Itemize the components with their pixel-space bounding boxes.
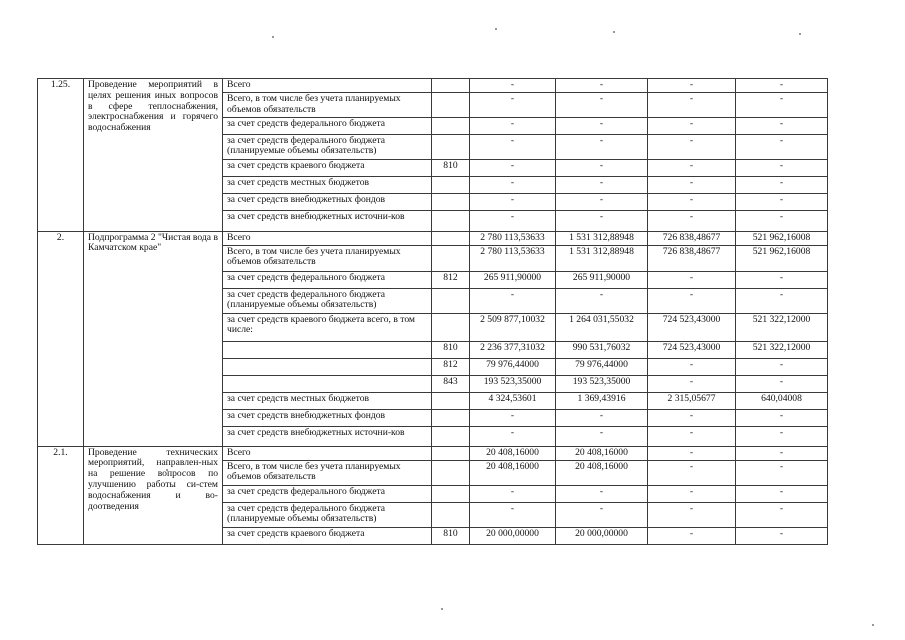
budget-code — [432, 409, 470, 426]
amount-cell: - — [736, 288, 828, 313]
amount-cell: - — [470, 193, 556, 210]
funding-source: за счет средств краевого бюджета всего, в том числе: — [223, 313, 432, 341]
amount-cell: 521 962,16008 — [736, 231, 828, 245]
amount-cell: - — [736, 460, 828, 485]
funding-source: за счет средств внебюджетных источни-ков — [223, 210, 432, 231]
funding-source: Всего — [223, 79, 432, 93]
funding-source — [223, 375, 432, 392]
funding-source: за счет средств федерального бюджета (планируемые объемы обязательств) — [223, 502, 432, 527]
amount-cell: - — [648, 210, 736, 231]
amount-cell: - — [556, 93, 648, 118]
item-name: Подпрограмма 2 "Чистая вода в Камчатском крае" — [84, 231, 223, 446]
amount-cell: - — [470, 426, 556, 446]
amount-cell: - — [470, 502, 556, 527]
amount-cell: - — [556, 485, 648, 502]
amount-cell: 990 531,76032 — [556, 341, 648, 358]
amount-cell: 265 911,90000 — [470, 271, 556, 288]
amount-cell: - — [470, 210, 556, 231]
amount-cell: 20 000,00000 — [470, 527, 556, 544]
table-row — [38, 79, 828, 93]
amount-cell: 2 780 113,53633 — [470, 231, 556, 245]
amount-cell: - — [736, 358, 828, 375]
funding-source: за счет средств внебюджетных источни-ков — [223, 426, 432, 446]
amount-cell: - — [648, 159, 736, 176]
amount-cell: - — [648, 193, 736, 210]
amount-cell: - — [556, 159, 648, 176]
amount-cell: 2 315,05677 — [648, 392, 736, 409]
amount-cell: - — [556, 134, 648, 159]
amount-cell: - — [736, 117, 828, 134]
amount-cell: - — [556, 176, 648, 193]
amount-cell: 20 408,16000 — [470, 460, 556, 485]
amount-cell: - — [648, 502, 736, 527]
amount-cell: - — [648, 358, 736, 375]
table-row — [38, 231, 828, 245]
amount-cell: 1 264 031,55032 — [556, 313, 648, 341]
amount-cell: 640,04008 — [736, 392, 828, 409]
amount-cell: - — [470, 288, 556, 313]
budget-code — [432, 313, 470, 341]
amount-cell: - — [648, 527, 736, 544]
amount-cell: - — [470, 159, 556, 176]
amount-cell: - — [648, 134, 736, 159]
amount-cell: 20 000,00000 — [556, 527, 648, 544]
amount-cell: 726 838,48677 — [648, 245, 736, 271]
amount-cell: - — [556, 426, 648, 446]
amount-cell: 265 911,90000 — [556, 271, 648, 288]
amount-cell: - — [556, 79, 648, 93]
amount-cell: 20 408,16000 — [556, 446, 648, 460]
amount-cell: 1 369,43916 — [556, 392, 648, 409]
amount-cell: - — [556, 193, 648, 210]
funding-source: за счет средств федерального бюджета — [223, 271, 432, 288]
amount-cell: - — [736, 93, 828, 118]
funding-source: за счет средств федерального бюджета (планируемые объемы обязательств) — [223, 134, 432, 159]
budget-code — [432, 460, 470, 485]
amount-cell: 726 838,48677 — [648, 231, 736, 245]
amount-cell: 2 780 113,53633 — [470, 245, 556, 271]
funding-source: за счет средств федерального бюджета — [223, 117, 432, 134]
budget-code — [432, 79, 470, 93]
amount-cell: - — [736, 502, 828, 527]
funding-source: за счет средств краевого бюджета — [223, 159, 432, 176]
funding-source: за счет средств федерального бюджета (планируемые объемы обязательств) — [223, 288, 432, 313]
amount-cell: - — [470, 79, 556, 93]
funding-source: Всего — [223, 446, 432, 460]
budget-code — [432, 117, 470, 134]
amount-cell: - — [736, 527, 828, 544]
amount-cell: - — [556, 210, 648, 231]
funding-source: за счет средств краевого бюджета — [223, 527, 432, 544]
budget-code: 810 — [432, 527, 470, 544]
amount-cell: 2 236 377,31032 — [470, 341, 556, 358]
amount-cell: - — [736, 193, 828, 210]
amount-cell: 2 509 877,10032 — [470, 313, 556, 341]
funding-source — [223, 341, 432, 358]
amount-cell: - — [470, 93, 556, 118]
amount-cell: - — [736, 426, 828, 446]
amount-cell: 79 976,44000 — [470, 358, 556, 375]
amount-cell: - — [736, 159, 828, 176]
amount-cell: - — [648, 79, 736, 93]
amount-cell: - — [736, 409, 828, 426]
amount-cell: 4 324,53601 — [470, 392, 556, 409]
item-name: Проведение мероприятий в целях решения иных вопросов в сфере теплоснабжения, электроснабжения и горячего водоснабжения — [84, 79, 223, 232]
item-number: 1.25. — [38, 79, 84, 232]
amount-cell: - — [648, 409, 736, 426]
item-number: 2. — [38, 231, 84, 446]
amount-cell: - — [648, 117, 736, 134]
budget-code — [432, 93, 470, 118]
budget-code — [432, 288, 470, 313]
amount-cell: - — [736, 271, 828, 288]
amount-cell: - — [648, 271, 736, 288]
amount-cell: - — [736, 375, 828, 392]
amount-cell: 20 408,16000 — [556, 460, 648, 485]
budget-code: 810 — [432, 341, 470, 358]
funding-source: за счет средств местных бюджетов — [223, 392, 432, 409]
amount-cell: - — [470, 176, 556, 193]
amount-cell: - — [736, 176, 828, 193]
amount-cell: - — [648, 426, 736, 446]
budget-code — [432, 446, 470, 460]
amount-cell: - — [648, 176, 736, 193]
budget-code — [432, 176, 470, 193]
table-row — [38, 446, 828, 460]
amount-cell: - — [470, 485, 556, 502]
budget-code: 843 — [432, 375, 470, 392]
amount-cell: 1 531 312,88948 — [556, 231, 648, 245]
amount-cell: - — [648, 460, 736, 485]
amount-cell: 521 962,16008 — [736, 245, 828, 271]
amount-cell: - — [648, 485, 736, 502]
amount-cell: 521 322,12000 — [736, 341, 828, 358]
amount-cell: - — [556, 409, 648, 426]
amount-cell: - — [736, 446, 828, 460]
amount-cell: - — [648, 446, 736, 460]
amount-cell: - — [556, 117, 648, 134]
amount-cell: - — [736, 134, 828, 159]
amount-cell: - — [736, 210, 828, 231]
budget-code — [432, 134, 470, 159]
table-body — [38, 79, 828, 545]
amount-cell: - — [556, 502, 648, 527]
budget-code — [432, 193, 470, 210]
funding-source: Всего, в том числе без учета планируемых объемов обязательств — [223, 93, 432, 118]
funding-source — [223, 358, 432, 375]
amount-cell: 193 523,35000 — [556, 375, 648, 392]
amount-cell: - — [556, 288, 648, 313]
budget-code: 812 — [432, 271, 470, 288]
budget-code — [432, 426, 470, 446]
funding-source: за счет средств внебюджетных фондов — [223, 193, 432, 210]
budget-code — [432, 231, 470, 245]
amount-cell: - — [648, 93, 736, 118]
funding-source: за счет средств местных бюджетов — [223, 176, 432, 193]
amount-cell: - — [470, 409, 556, 426]
item-name: Проведение технических мероприятий, направлен-ных на решение вопросов по улучшению работы си-стем водоснабжения и во-доотведения — [84, 446, 223, 544]
amount-cell: - — [470, 117, 556, 134]
amount-cell: - — [648, 288, 736, 313]
amount-cell: 193 523,35000 — [470, 375, 556, 392]
budget-code — [432, 210, 470, 231]
funding-source: за счет средств внебюджетных фондов — [223, 409, 432, 426]
amount-cell: - — [736, 79, 828, 93]
budget-code — [432, 502, 470, 527]
amount-cell: 521 322,12000 — [736, 313, 828, 341]
amount-cell: - — [648, 375, 736, 392]
funding-source: за счет средств федерального бюджета — [223, 485, 432, 502]
budget-code — [432, 245, 470, 271]
amount-cell: 724 523,43000 — [648, 341, 736, 358]
budget-code — [432, 485, 470, 502]
budget-code: 810 — [432, 159, 470, 176]
funding-source: Всего, в том числе без учета планируемых объемов обязательств — [223, 245, 432, 271]
amount-cell: - — [736, 485, 828, 502]
amount-cell: 79 976,44000 — [556, 358, 648, 375]
amount-cell: 20 408,16000 — [470, 446, 556, 460]
budget-code: 812 — [432, 358, 470, 375]
budget-code — [432, 392, 470, 409]
funding-source: Всего — [223, 231, 432, 245]
funding-source: Всего, в том числе без учета планируемых объемов обязательств — [223, 460, 432, 485]
item-number: 2.1. — [38, 446, 84, 544]
amount-cell: - — [470, 134, 556, 159]
amount-cell: 1 531 312,88948 — [556, 245, 648, 271]
budget-table — [37, 78, 828, 545]
amount-cell: 724 523,43000 — [648, 313, 736, 341]
